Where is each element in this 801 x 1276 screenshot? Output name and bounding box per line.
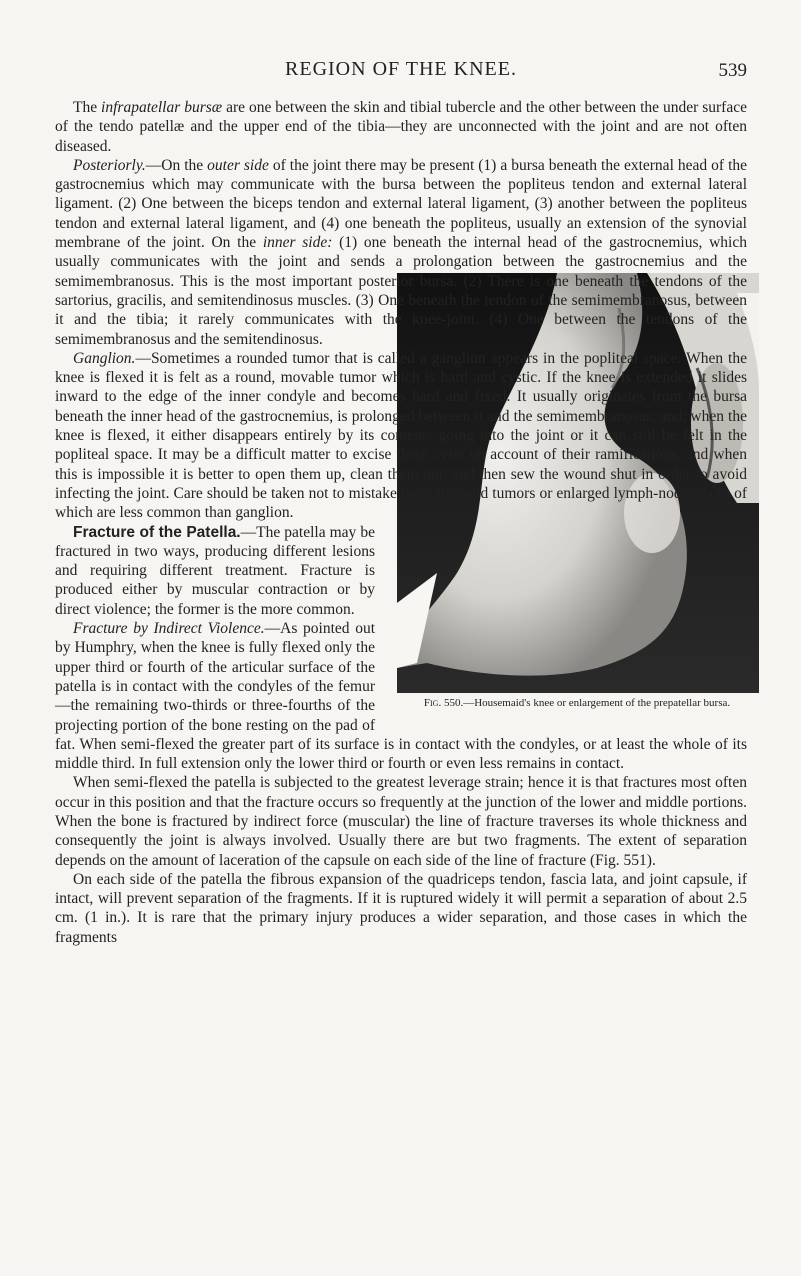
- paragraph-fibrous-expansion: On each side of the patella the fibrous expansion of the quadriceps tendon, fascia lata, and joint capsule, if intact, will prevent separation of the fragments. If it is ruptured widely it will permit a separation of about 2.5 cm. (1 in.). It is rare that the primary injury produces a wider separation, and those cases in which the fragments: [55, 870, 747, 946]
- caption-text: —Housemaid's knee or enlargement of the prepatellar bursa.: [463, 696, 731, 709]
- paragraph-lead: Fracture by Indirect Violence.: [73, 620, 265, 638]
- italic-term: infrapatellar bursæ: [101, 99, 223, 116]
- paragraph-posteriorly: [55, 156, 747, 349]
- italic-term: outer side: [207, 156, 269, 174]
- paragraph-lead: Ganglion.: [73, 349, 136, 367]
- paragraph-ganglion: [55, 349, 747, 523]
- running-head: REGION OF THE KNEE.: [285, 58, 517, 80]
- text-run: —As pointed out by Humphry, when the knee is fully flexed only the upper third or fourth of the articular surface of the patella is in contact with the condyles of the femur—the remaining two-thirds or three-fourths of the projecting portion of the bone resting on the pad of fat. When semi-flexed the greater part of its surface is in contact with the condyles, or at least the whole of its middle third. In full extension only the lower third or fourth or even less remains in contact.: [55, 620, 747, 773]
- text-run: —Sometimes a rounded tumor that is called a ganglion appears in the popliteal space. When the knee is flexed it is felt as a round, movable tumor which is hard and cystic. If the knee is extended it slides inward to the edge of the inner condyle and becomes hard and fixed. It usually originates from the bursa beneath the inner head of the gastrocnemius, is prolonged between it and the semimembranosus, and, when the knee is flexed, it either disappears entirely by its contents going into the joint or it can still be felt in the popliteal space. It may be a difficult matter to excise these cysts on account of their ramifications, and when this is impossible it is better to open them up, clean them out, and then sew the wound shut in order to avoid infecting the joint. Care should be taken not to mistake them for solid tumors or enlarged lymph-nodes, both of which are less common than ganglion.: [55, 349, 747, 522]
- text-run: of the joint there may be present (1) a bursa beneath the external head of the gastrocnemius which may communicate with the bursa between the popliteus tendon and external lateral ligament. (2) One between the biceps tendon and external lateral ligament, (3) another between the popliteus tendon and external lateral ligament, and (4) one beneath the popliteus, usually an extension of the synovial membrane of the joint. On the: [55, 156, 748, 252]
- text-run: are one between the skin and tibial tubercle and the other between the under surface of the tendo patellæ and the upper end of the tibia—they are unconnected with the joint and are not often diseased.: [55, 99, 747, 155]
- page-header: [55, 58, 747, 90]
- paragraph-infrapatellar-bursae: [55, 98, 747, 156]
- text-run: —The patella may be fractured in two ways, producing different lesions and requiring different treatment. Fracture is produced either by muscular contraction or by direct violence; the former is the more common.: [55, 523, 375, 618]
- text-run: (1) one beneath the internal head of the gastrocnemius, which usually communicates with the joint and sends a prolongation between the gastrocnemius and the semimembranosus. This is the most important posterior bursa. (2) There is one beneath the tendons of the sartorius, gracilis, and semitendinosus muscles. (3) One beneath the tendon of the semimembranosus, between it and the tibia; it rarely communicates with the knee-joint. (4) One between the tendons of the semimembranosus and the semitendinosus.: [55, 234, 747, 348]
- figure-caption: [385, 697, 761, 710]
- text-run: —On the: [145, 156, 208, 174]
- section-heading: Fracture of the Patella.: [73, 523, 241, 541]
- page: [55, 58, 747, 947]
- text-run: The: [73, 99, 102, 116]
- paragraph-lead: Posteriorly.: [73, 156, 146, 174]
- figure-label: Fig. 550.: [423, 696, 464, 709]
- paragraph-semi-flexed: When semi-flexed the patella is subjected to the greatest leverage strain; hence it is that fractures most often occur in this position and that the fracture occurs so frequently at the junction of the lower and middle portions. When the bone is fractured by indirect force (muscular) the line of fracture traverses its whole thickness and consequently the joint is always involved. Usually there are but two fragments. The extent of separation depends on the amount of laceration of the capsule on each side of the line of fracture (Fig. 551).: [55, 774, 747, 869]
- italic-term: inner side:: [262, 234, 333, 252]
- page-number: 539: [718, 60, 747, 81]
